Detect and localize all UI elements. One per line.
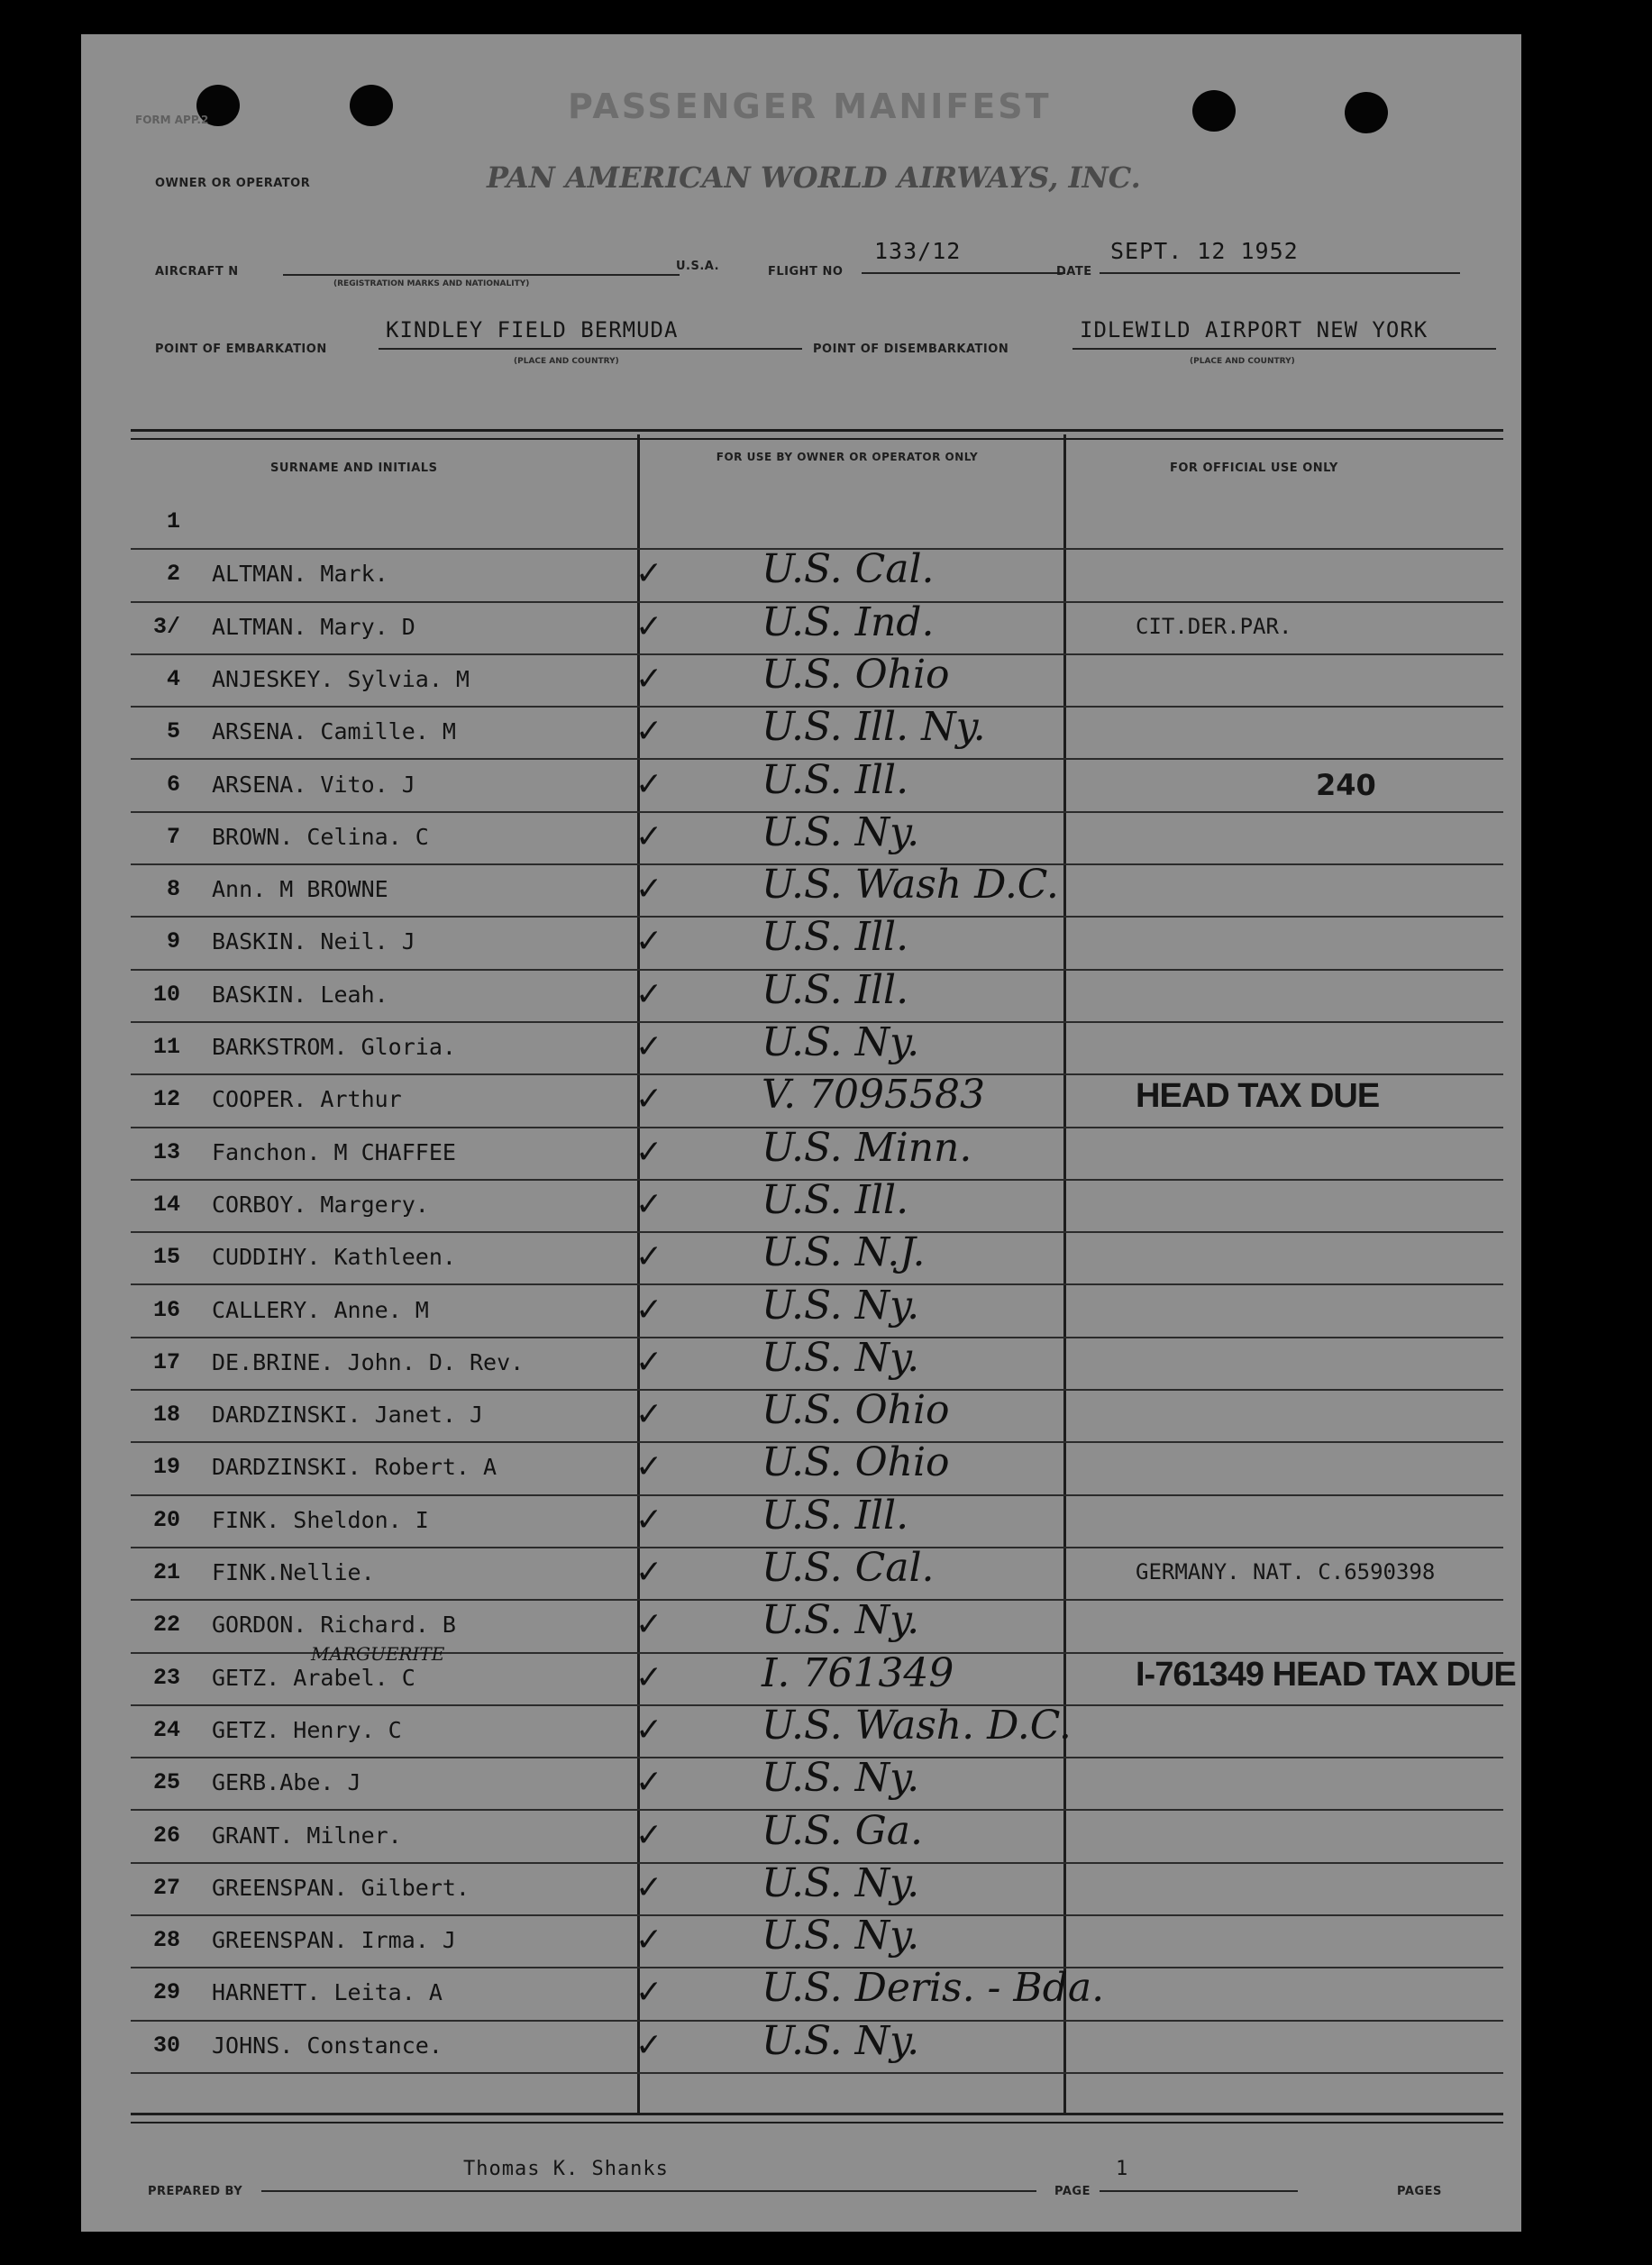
- owner-notation: U.S. Deris. - Bda.: [762, 1965, 1105, 2012]
- prepared-by-name: Thomas K. Shanks: [463, 2158, 669, 2180]
- table-row: [131, 863, 1503, 918]
- row-number: 22: [152, 1612, 180, 1639]
- disembarkation-point: IDLEWILD AIRPORT NEW YORK: [1080, 317, 1428, 342]
- punch-hole-right-2: [1345, 92, 1388, 133]
- owner-notation: U.S. Ill.: [762, 914, 909, 961]
- passenger-name: BASKIN. Leah.: [212, 981, 388, 1008]
- check-mark-icon: ✓: [635, 607, 663, 645]
- owner-notation: U.S. Ill.: [762, 966, 909, 1013]
- owner-notation: U.S. Ny.: [762, 1913, 920, 1959]
- passenger-name: DARDZINSKI. Janet. J: [212, 1402, 484, 1429]
- owner-notation: U.S. Ny.: [762, 1282, 920, 1329]
- owner-notation: U.S. Ny.: [762, 808, 920, 855]
- check-mark-icon: ✓: [635, 1238, 663, 1276]
- row-number: 23: [152, 1664, 180, 1691]
- check-mark-icon: ✓: [635, 1081, 663, 1119]
- col-surname: SURNAME AND INITIALS: [270, 461, 438, 475]
- registration-note: (REGISTRATION MARKS AND NATIONALITY): [333, 279, 530, 288]
- official-notation: CIT.DER.PAR.: [1136, 613, 1292, 639]
- embarkation-point: KINDLEY FIELD BERMUDA: [386, 317, 679, 342]
- date-label: DATE: [1056, 265, 1092, 279]
- passenger-name: ALTMAN. Mary. D: [212, 613, 415, 640]
- check-mark-icon: ✓: [635, 2026, 663, 2064]
- check-mark-icon: ✓: [635, 975, 663, 1013]
- table-row: [131, 1914, 1503, 1968]
- flight-label: FLIGHT NO: [768, 265, 844, 279]
- passenger-name: DE.BRINE. John. D. Rev.: [212, 1348, 525, 1375]
- owner-notation: U.S. Ill.: [762, 1176, 909, 1223]
- page-line: [1100, 2190, 1298, 2192]
- table-row: [131, 1334, 1503, 1391]
- table-row: [131, 1704, 1503, 1758]
- table-row: [131, 1642, 1516, 1706]
- owner-notation: U.S. Wash. D.C.: [762, 1702, 1072, 1749]
- prepared-line: [261, 2190, 1036, 2192]
- table-bottom-rule: [131, 2113, 1503, 2123]
- owner-notation: U.S. Ohio: [762, 651, 950, 698]
- row-number: 24: [152, 1716, 180, 1743]
- owner-notation: V. 7095583: [762, 1072, 986, 1119]
- row-number: 19: [152, 1454, 180, 1481]
- table-row: [131, 2017, 1503, 2074]
- passenger-name: GETZ. Arabel. C: [212, 1664, 415, 1691]
- passenger-name: Fanchon. M CHAFFEE: [212, 1138, 456, 1165]
- name-correction-note: MARGUERITE: [311, 1642, 445, 1665]
- table-row: [131, 1124, 1503, 1181]
- owner-notation: U.S. Ohio: [762, 1387, 950, 1434]
- row-number: 21: [152, 1559, 180, 1585]
- passenger-name: ANJESKEY. Sylvia. M: [212, 665, 470, 692]
- owner-notation: U.S. Ill.: [762, 756, 909, 803]
- row-number: 25: [152, 1769, 180, 1796]
- passenger-name: GORDON. Richard. B: [212, 1612, 456, 1639]
- passenger-name: CUDDIHY. Kathleen.: [212, 1244, 456, 1271]
- passenger-name: DARDZINSKI. Robert. A: [212, 1454, 497, 1481]
- owner-notation: U.S. Ny.: [762, 1859, 920, 1906]
- check-mark-icon: ✓: [635, 1554, 663, 1591]
- check-mark-icon: ✓: [635, 1606, 663, 1644]
- row-number: 17: [152, 1348, 180, 1375]
- table-row: [131, 1176, 1503, 1233]
- row-number: 30: [152, 2032, 180, 2059]
- table-row: [131, 706, 1503, 760]
- disembark-place-note: (PLACE AND COUNTRY): [1190, 357, 1295, 366]
- table-row: [131, 1757, 1503, 1811]
- row-number: 6: [166, 771, 180, 798]
- punch-hole-left-2: [350, 85, 393, 126]
- official-notation: HEAD TAX DUE: [1136, 1077, 1380, 1116]
- table-row: [131, 548, 1503, 602]
- owner-notation: U.S. Ind.: [762, 598, 935, 645]
- check-mark-icon: ✓: [635, 1448, 663, 1486]
- row-number: 13: [152, 1138, 180, 1165]
- flight-number: 133/12: [874, 238, 962, 264]
- embark-place-note: (PLACE AND COUNTRY): [514, 357, 619, 366]
- owner-notation: U.S. Ny.: [762, 1597, 920, 1644]
- table-row: [131, 496, 1503, 550]
- row-number: 2: [166, 561, 180, 588]
- form-code: FORM APP.2: [135, 114, 209, 126]
- check-mark-icon: ✓: [635, 1343, 663, 1381]
- check-mark-icon: ✓: [635, 1711, 663, 1749]
- owner-notation: U.S. N.J.: [762, 1229, 926, 1276]
- table-row: [131, 916, 1503, 970]
- disembark-line: [1072, 348, 1496, 350]
- passenger-name: GRANT. Milner.: [212, 1822, 402, 1849]
- company-name: PAN AMERICAN WORLD AIRWAYS, INC.: [487, 160, 1141, 195]
- passenger-name: ARSENA. Camille. M: [212, 718, 456, 745]
- row-number: 15: [152, 1244, 180, 1271]
- table-top-rule: [131, 429, 1503, 440]
- manifest-title: PASSENGER MANIFEST: [568, 87, 1052, 126]
- check-mark-icon: ✓: [635, 1291, 663, 1329]
- table-row: [131, 808, 1503, 865]
- check-mark-icon: ✓: [635, 923, 663, 961]
- passenger-name: JOHNS. Constance.: [212, 2032, 443, 2059]
- owner-operator-label: OWNER OR OPERATOR: [155, 177, 311, 190]
- passenger-name: Ann. M BROWNE: [212, 876, 388, 903]
- row-number: 26: [152, 1822, 180, 1849]
- col-owner-use: FOR USE BY OWNER OR OPERATOR ONLY: [716, 451, 979, 463]
- check-mark-icon: ✓: [635, 660, 663, 698]
- table-row: [131, 1967, 1503, 2021]
- row-number: 10: [152, 981, 180, 1008]
- row-number: 7: [166, 823, 180, 850]
- owner-notation: U.S. Minn.: [762, 1124, 972, 1171]
- passenger-name: CORBOY. Margery.: [212, 1191, 429, 1218]
- owner-notation: U.S. Ny.: [762, 1019, 920, 1065]
- flight-line: [862, 272, 1065, 274]
- table-row: [131, 1073, 1503, 1128]
- table-row: [131, 653, 1503, 708]
- table-row: [131, 1547, 1503, 1601]
- passenger-name: BROWN. Celina. C: [212, 823, 429, 850]
- owner-notation: U.S. Ohio: [762, 1439, 950, 1486]
- aircraft-line: [283, 274, 680, 276]
- check-mark-icon: ✓: [635, 765, 663, 803]
- table-row: [131, 1859, 1503, 1916]
- usa-label: U.S.A.: [676, 260, 720, 273]
- owner-notation: U.S. Ill.: [762, 1492, 909, 1539]
- embark-line: [379, 348, 802, 350]
- check-mark-icon: ✓: [635, 1658, 663, 1696]
- col-official-use: FOR OFFICIAL USE ONLY: [1170, 461, 1338, 475]
- check-mark-icon: ✓: [635, 1133, 663, 1171]
- owner-notation: U.S. Cal.: [762, 546, 935, 593]
- row-number: 9: [166, 928, 180, 955]
- passenger-name: BASKIN. Neil. J: [212, 928, 415, 955]
- row-number: 11: [152, 1034, 180, 1060]
- owner-notation: U.S. Ill. Ny.: [762, 704, 986, 751]
- owner-notation: I. 761349: [762, 1649, 954, 1696]
- passenger-name: GREENSPAN. Irma. J: [212, 1927, 456, 1954]
- check-mark-icon: ✓: [635, 1922, 663, 1959]
- table-row: [131, 1807, 1503, 1864]
- check-mark-icon: ✓: [635, 1396, 663, 1434]
- row-number: 29: [152, 1979, 180, 2006]
- owner-notation: U.S. Ny.: [762, 1755, 920, 1802]
- pages-label: PAGES: [1397, 2185, 1442, 2198]
- official-notation: GERMANY. NAT. C.6590398: [1136, 1559, 1436, 1585]
- owner-notation: U.S. Cal.: [762, 1545, 935, 1591]
- check-mark-icon: ✓: [635, 1028, 663, 1065]
- row-number: 14: [152, 1191, 180, 1218]
- flight-date: SEPT. 12 1952: [1110, 238, 1299, 264]
- check-mark-icon: ✓: [635, 1501, 663, 1539]
- row-number: 27: [152, 1874, 180, 1901]
- table-row: [131, 1494, 1503, 1548]
- passenger-name: HARNETT. Leita. A: [212, 1979, 443, 2006]
- official-notation: 240: [1316, 767, 1376, 802]
- table-row: [131, 966, 1503, 1023]
- passenger-name: FINK.Nellie.: [212, 1559, 375, 1585]
- check-mark-icon: ✓: [635, 1185, 663, 1223]
- passenger-name: CALLERY. Anne. M: [212, 1296, 429, 1323]
- official-notation: I-761349 HEAD TAX DUE: [1136, 1655, 1516, 1694]
- table-row: [131, 1021, 1503, 1075]
- owner-notation: U.S. Ny.: [762, 2017, 920, 2064]
- passenger-name: FINK. Sheldon. I: [212, 1506, 429, 1533]
- row-number: 18: [152, 1402, 180, 1429]
- aircraft-label: AIRCRAFT N: [155, 265, 239, 279]
- passenger-name: ARSENA. Vito. J: [212, 771, 415, 798]
- check-mark-icon: ✓: [635, 713, 663, 751]
- table-row: [131, 1441, 1503, 1495]
- row-number: 8: [166, 876, 180, 903]
- check-mark-icon: ✓: [635, 817, 663, 855]
- punch-hole-right: [1192, 90, 1236, 132]
- check-mark-icon: ✓: [635, 1816, 663, 1854]
- embarkation-label: POINT OF EMBARKATION: [155, 342, 327, 356]
- owner-notation: U.S. Ga.: [762, 1807, 923, 1854]
- page-label: PAGE: [1054, 2185, 1091, 2198]
- disembarkation-label: POINT OF DISEMBARKATION: [813, 342, 1009, 356]
- date-line: [1100, 272, 1460, 274]
- check-mark-icon: ✓: [635, 1974, 663, 2012]
- passenger-name: GREENSPAN. Gilbert.: [212, 1874, 470, 1901]
- check-mark-icon: ✓: [635, 555, 663, 593]
- passenger-name: BARKSTROM. Gloria.: [212, 1034, 456, 1060]
- passenger-name: GETZ. Henry. C: [212, 1716, 402, 1743]
- passenger-name: ALTMAN. Mark.: [212, 561, 388, 588]
- row-number: 5: [166, 718, 180, 745]
- row-number: 20: [152, 1506, 180, 1533]
- passenger-name: GERB.Abe. J: [212, 1769, 361, 1796]
- owner-notation: U.S. Ny.: [762, 1334, 920, 1381]
- row-number: 16: [152, 1296, 180, 1323]
- row-number: 3/: [152, 613, 180, 640]
- table-row: [131, 598, 1503, 655]
- owner-notation: U.S. Wash D.C.: [762, 862, 1059, 909]
- passenger-name: COOPER. Arthur: [212, 1086, 402, 1113]
- manifest-sheet: [81, 34, 1521, 2232]
- page-number: 1: [1116, 2158, 1129, 2180]
- check-mark-icon: ✓: [635, 871, 663, 909]
- row-number: 28: [152, 1927, 180, 1954]
- table-row: [131, 1389, 1503, 1443]
- prepared-by-label: PREPARED BY: [148, 2185, 243, 2198]
- check-mark-icon: ✓: [635, 1764, 663, 1802]
- row-number: 1: [166, 508, 180, 534]
- row-number: 12: [152, 1086, 180, 1113]
- row-number: 4: [166, 665, 180, 692]
- check-mark-icon: ✓: [635, 1868, 663, 1906]
- table-row: [131, 756, 1503, 813]
- table-row: [131, 1231, 1503, 1285]
- table-row: [131, 1284, 1503, 1338]
